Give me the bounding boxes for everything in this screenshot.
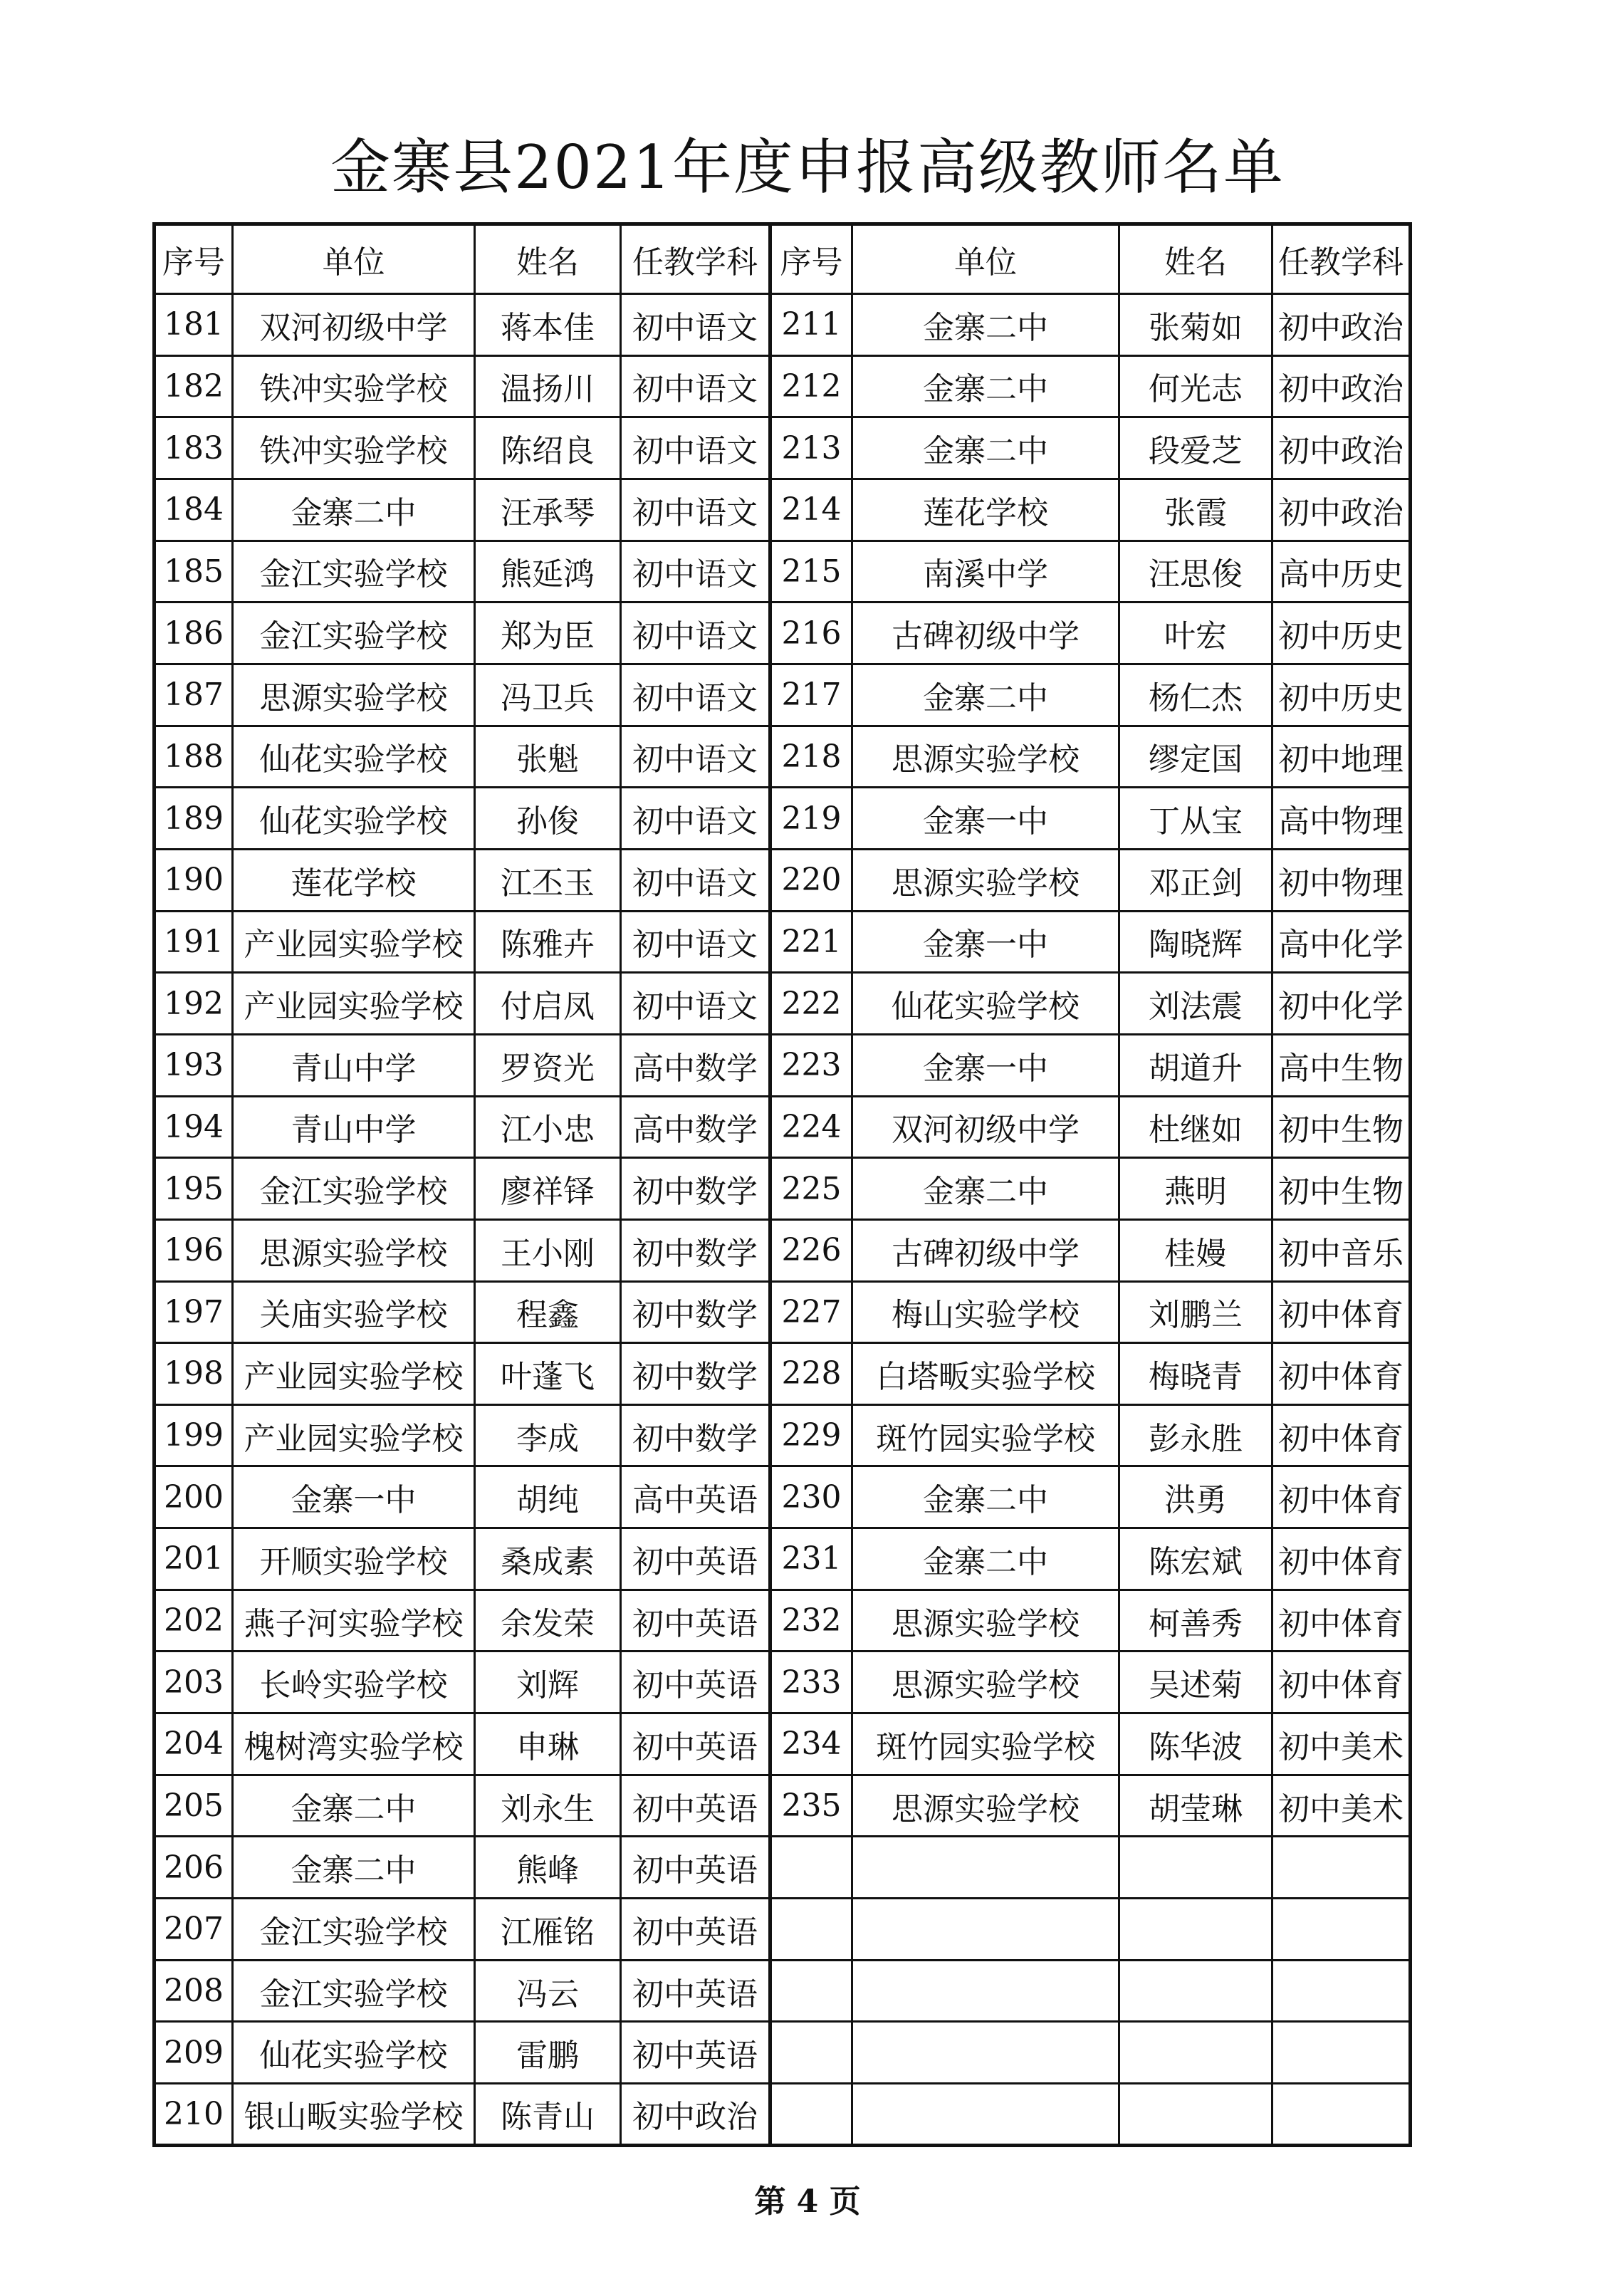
cell-name: 汪思俊: [1119, 541, 1272, 602]
cell-unit: 南溪中学: [852, 541, 1119, 602]
cell-unit: 金江实验学校: [233, 1960, 475, 2022]
cell-subject: 初中政治: [1272, 479, 1411, 541]
cell-seq: 194: [155, 1096, 233, 1158]
cell-seq: 206: [155, 1837, 233, 1899]
cell-seq: 198: [155, 1343, 233, 1405]
cell-seq: 182: [155, 355, 233, 417]
cell-subject: 初中政治: [621, 2084, 770, 2146]
cell-seq: 214: [770, 479, 852, 541]
cell-subject: 初中物理: [1272, 849, 1411, 911]
cell-name: 缪定国: [1119, 726, 1272, 788]
cell-seq: 201: [155, 1528, 233, 1590]
cell-seq: 189: [155, 788, 233, 850]
cell-name: 熊延鸿: [475, 541, 621, 602]
cell-name: 陈华波: [1119, 1713, 1272, 1775]
cell-name: 刘辉: [475, 1651, 621, 1713]
cell-unit: 思源实验学校: [852, 1651, 1119, 1713]
cell-subject: 初中数学: [621, 1219, 770, 1281]
cell-subject: 初中数学: [621, 1343, 770, 1405]
cell-unit: 银山畈实验学校: [233, 2084, 475, 2146]
cell-name: 张霞: [1119, 479, 1272, 541]
table-row: [155, 1713, 1411, 1775]
header-subject: 任教学科: [1272, 224, 1411, 294]
header-subject: 任教学科: [621, 224, 770, 294]
cell-seq: 204: [155, 1713, 233, 1775]
cell-name: 江雁铭: [475, 1899, 621, 1961]
table-row: [155, 1404, 1411, 1466]
cell-subject: 初中语文: [621, 788, 770, 850]
cell-subject: 初中英语: [621, 1590, 770, 1651]
cell-seq: 229: [770, 1404, 852, 1466]
page-title: 金寨县2021年度申报高级教师名单: [330, 132, 1285, 202]
table-row: [155, 849, 1411, 911]
table-row: [155, 541, 1411, 602]
cell-subject: [1272, 1837, 1411, 1899]
table-row: [155, 1158, 1411, 1220]
cell-subject: 初中地理: [1272, 726, 1411, 788]
cell-name: 叶蓬飞: [475, 1343, 621, 1405]
cell-unit: 古碑初级中学: [852, 1219, 1119, 1281]
cell-unit: 槐树湾实验学校: [233, 1713, 475, 1775]
teacher-roster-table: [152, 222, 1412, 2147]
cell-name: 丁从宝: [1119, 788, 1272, 850]
table-row: [155, 294, 1411, 356]
cell-name: 叶宏: [1119, 602, 1272, 664]
cell-unit: 金寨二中: [852, 355, 1119, 417]
cell-name: 胡道升: [1119, 1034, 1272, 1096]
table-row: [155, 1775, 1411, 1837]
cell-unit: 金寨二中: [233, 479, 475, 541]
cell-seq: 226: [770, 1219, 852, 1281]
cell-subject: 初中语文: [621, 911, 770, 973]
cell-subject: 初中音乐: [1272, 1219, 1411, 1281]
cell-unit: 梅山实验学校: [852, 1281, 1119, 1343]
cell-name: [1119, 1899, 1272, 1961]
cell-seq: 218: [770, 726, 852, 788]
cell-unit: 燕子河实验学校: [233, 1590, 475, 1651]
header-name: 姓名: [1119, 224, 1272, 294]
cell-unit: 金寨二中: [852, 1158, 1119, 1220]
table-row: [155, 2022, 1411, 2084]
cell-subject: [1272, 1899, 1411, 1961]
cell-subject: 初中美术: [1272, 1713, 1411, 1775]
cell-name: 陈青山: [475, 2084, 621, 2146]
cell-unit: [852, 2084, 1119, 2146]
cell-unit: 仙花实验学校: [233, 726, 475, 788]
cell-subject: 初中语文: [621, 355, 770, 417]
cell-name: 冯云: [475, 1960, 621, 2022]
cell-name: 汪承琴: [475, 479, 621, 541]
cell-seq: 209: [155, 2022, 233, 2084]
table-row: [155, 1899, 1411, 1961]
cell-subject: 高中历史: [1272, 541, 1411, 602]
cell-subject: [1272, 2022, 1411, 2084]
cell-seq: 220: [770, 849, 852, 911]
cell-unit: 产业园实验学校: [233, 911, 475, 973]
cell-subject: 初中语文: [621, 294, 770, 356]
cell-subject: 初中生物: [1272, 1158, 1411, 1220]
cell-name: 桑成素: [475, 1528, 621, 1590]
cell-name: 程鑫: [475, 1281, 621, 1343]
cell-subject: 初中英语: [621, 1775, 770, 1837]
cell-unit: [852, 2022, 1119, 2084]
table-row: [155, 726, 1411, 788]
cell-name: 燕明: [1119, 1158, 1272, 1220]
table-row: [155, 355, 1411, 417]
cell-unit: 金寨二中: [852, 664, 1119, 726]
cell-name: 蒋本佳: [475, 294, 621, 356]
cell-name: 申琳: [475, 1713, 621, 1775]
cell-seq: 185: [155, 541, 233, 602]
cell-unit: 思源实验学校: [852, 1775, 1119, 1837]
cell-name: 冯卫兵: [475, 664, 621, 726]
cell-seq: 207: [155, 1899, 233, 1961]
cell-subject: 初中语文: [621, 849, 770, 911]
cell-subject: 初中英语: [621, 1713, 770, 1775]
cell-name: 张魁: [475, 726, 621, 788]
cell-unit: 关庙实验学校: [233, 1281, 475, 1343]
cell-name: 何光志: [1119, 355, 1272, 417]
cell-seq: 211: [770, 294, 852, 356]
cell-seq: 196: [155, 1219, 233, 1281]
cell-name: 江小忠: [475, 1096, 621, 1158]
cell-seq: 223: [770, 1034, 852, 1096]
cell-unit: 金江实验学校: [233, 602, 475, 664]
cell-unit: 金寨二中: [233, 1775, 475, 1837]
cell-unit: 产业园实验学校: [233, 1404, 475, 1466]
cell-unit: 莲花学校: [233, 849, 475, 911]
cell-seq: 181: [155, 294, 233, 356]
cell-unit: 思源实验学校: [852, 1590, 1119, 1651]
cell-name: 吴述菊: [1119, 1651, 1272, 1713]
cell-unit: [852, 1960, 1119, 2022]
cell-subject: 高中英语: [621, 1466, 770, 1528]
cell-name: 雷鹏: [475, 2022, 621, 2084]
cell-subject: 初中体育: [1272, 1590, 1411, 1651]
cell-seq: 195: [155, 1158, 233, 1220]
cell-seq: 205: [155, 1775, 233, 1837]
table-row: [155, 788, 1411, 850]
cell-seq: 222: [770, 973, 852, 1035]
cell-subject: [1272, 1960, 1411, 2022]
cell-unit: 思源实验学校: [852, 849, 1119, 911]
cell-subject: 初中政治: [1272, 417, 1411, 479]
cell-seq: 200: [155, 1466, 233, 1528]
header-unit: 单位: [233, 224, 475, 294]
cell-seq: 224: [770, 1096, 852, 1158]
cell-name: 段爱芝: [1119, 417, 1272, 479]
cell-seq: 235: [770, 1775, 852, 1837]
cell-unit: 古碑初级中学: [852, 602, 1119, 664]
cell-name: 郑为臣: [475, 602, 621, 664]
cell-unit: 斑竹园实验学校: [852, 1713, 1119, 1775]
cell-unit: 产业园实验学校: [233, 973, 475, 1035]
table-row: [155, 479, 1411, 541]
cell-seq: 221: [770, 911, 852, 973]
cell-subject: 初中历史: [1272, 664, 1411, 726]
header-seq: 序号: [770, 224, 852, 294]
cell-seq: 234: [770, 1713, 852, 1775]
cell-unit: 产业园实验学校: [233, 1343, 475, 1405]
cell-name: 付启凤: [475, 973, 621, 1035]
cell-name: 罗资光: [475, 1034, 621, 1096]
cell-name: 刘永生: [475, 1775, 621, 1837]
cell-seq: 203: [155, 1651, 233, 1713]
cell-seq: 212: [770, 355, 852, 417]
cell-seq: 199: [155, 1404, 233, 1466]
cell-unit: 金寨二中: [852, 1528, 1119, 1590]
cell-seq: 183: [155, 417, 233, 479]
cell-name: 孙俊: [475, 788, 621, 850]
cell-unit: 金寨一中: [852, 1034, 1119, 1096]
cell-seq: 192: [155, 973, 233, 1035]
cell-seq: 190: [155, 849, 233, 911]
cell-subject: 初中体育: [1272, 1343, 1411, 1405]
cell-name: 陈绍良: [475, 417, 621, 479]
cell-unit: 金江实验学校: [233, 541, 475, 602]
cell-unit: 思源实验学校: [852, 726, 1119, 788]
cell-subject: 初中体育: [1272, 1466, 1411, 1528]
cell-subject: 初中英语: [621, 1528, 770, 1590]
cell-seq: [770, 2084, 852, 2146]
cell-name: [1119, 2022, 1272, 2084]
table-row: [155, 1466, 1411, 1528]
cell-unit: 仙花实验学校: [852, 973, 1119, 1035]
cell-name: 刘鹏兰: [1119, 1281, 1272, 1343]
cell-subject: 初中数学: [621, 1158, 770, 1220]
cell-subject: 高中生物: [1272, 1034, 1411, 1096]
cell-unit: 思源实验学校: [233, 1219, 475, 1281]
header-name: 姓名: [475, 224, 621, 294]
cell-seq: 215: [770, 541, 852, 602]
cell-name: 陶晓辉: [1119, 911, 1272, 973]
cell-subject: 初中语文: [621, 664, 770, 726]
cell-seq: 184: [155, 479, 233, 541]
cell-name: 江丕玉: [475, 849, 621, 911]
table-row: [155, 1528, 1411, 1590]
cell-seq: [770, 2022, 852, 2084]
cell-seq: 219: [770, 788, 852, 850]
cell-seq: [770, 1960, 852, 2022]
cell-unit: [852, 1899, 1119, 1961]
cell-subject: 初中体育: [1272, 1281, 1411, 1343]
cell-subject: 初中数学: [621, 1281, 770, 1343]
cell-subject: 初中语文: [621, 479, 770, 541]
cell-name: 杜继如: [1119, 1096, 1272, 1158]
cell-unit: 金寨一中: [852, 788, 1119, 850]
cell-seq: [770, 1837, 852, 1899]
cell-subject: 初中英语: [621, 2022, 770, 2084]
cell-unit: 青山中学: [233, 1096, 475, 1158]
cell-seq: 188: [155, 726, 233, 788]
cell-subject: 初中英语: [621, 1899, 770, 1961]
cell-unit: 金寨一中: [852, 911, 1119, 973]
cell-subject: 初中语文: [621, 541, 770, 602]
cell-subject: 初中体育: [1272, 1528, 1411, 1590]
cell-unit: 双河初级中学: [852, 1096, 1119, 1158]
cell-unit: 思源实验学校: [233, 664, 475, 726]
cell-unit: 金寨二中: [233, 1837, 475, 1899]
cell-name: 王小刚: [475, 1219, 621, 1281]
cell-name: 余发荣: [475, 1590, 621, 1651]
cell-subject: 初中英语: [621, 1837, 770, 1899]
cell-name: [1119, 1960, 1272, 2022]
cell-subject: 初中生物: [1272, 1096, 1411, 1158]
cell-seq: 232: [770, 1590, 852, 1651]
table-row: [155, 911, 1411, 973]
cell-name: 杨仁杰: [1119, 664, 1272, 726]
table-row: [155, 1219, 1411, 1281]
cell-name: [1119, 1837, 1272, 1899]
table-row: [155, 602, 1411, 664]
cell-unit: 金江实验学校: [233, 1899, 475, 1961]
cell-subject: 初中语文: [621, 726, 770, 788]
cell-name: 陈雅卉: [475, 911, 621, 973]
cell-subject: 初中语文: [621, 602, 770, 664]
cell-subject: 高中化学: [1272, 911, 1411, 973]
cell-unit: 铁冲实验学校: [233, 355, 475, 417]
cell-subject: 初中政治: [1272, 294, 1411, 356]
table-row: [155, 664, 1411, 726]
cell-unit: 仙花实验学校: [233, 788, 475, 850]
cell-subject: 初中英语: [621, 1960, 770, 2022]
header-seq: 序号: [155, 224, 233, 294]
cell-seq: 228: [770, 1343, 852, 1405]
cell-name: 洪勇: [1119, 1466, 1272, 1528]
table-row: [155, 1590, 1411, 1651]
table-row: [155, 1096, 1411, 1158]
cell-seq: 186: [155, 602, 233, 664]
cell-unit: 莲花学校: [852, 479, 1119, 541]
cell-seq: [770, 1899, 852, 1961]
cell-name: 胡纯: [475, 1466, 621, 1528]
cell-seq: 217: [770, 664, 852, 726]
cell-seq: 197: [155, 1281, 233, 1343]
cell-subject: 初中体育: [1272, 1404, 1411, 1466]
cell-subject: 初中体育: [1272, 1651, 1411, 1713]
cell-seq: 233: [770, 1651, 852, 1713]
cell-subject: 初中美术: [1272, 1775, 1411, 1837]
cell-name: 胡莹琳: [1119, 1775, 1272, 1837]
cell-subject: 高中物理: [1272, 788, 1411, 850]
table-row: [155, 1343, 1411, 1405]
cell-subject: 初中语文: [621, 973, 770, 1035]
cell-name: 邓正剑: [1119, 849, 1272, 911]
cell-name: 陈宏斌: [1119, 1528, 1272, 1590]
cell-seq: 216: [770, 602, 852, 664]
cell-seq: 208: [155, 1960, 233, 2022]
cell-subject: 高中数学: [621, 1096, 770, 1158]
cell-unit: 开顺实验学校: [233, 1528, 475, 1590]
cell-subject: 初中语文: [621, 417, 770, 479]
cell-name: [1119, 2084, 1272, 2146]
cell-unit: 金寨二中: [852, 294, 1119, 356]
table-row: [155, 1960, 1411, 2022]
cell-seq: 187: [155, 664, 233, 726]
cell-name: 张菊如: [1119, 294, 1272, 356]
cell-unit: [852, 1837, 1119, 1899]
cell-subject: 高中数学: [621, 1034, 770, 1096]
table-row: [155, 1034, 1411, 1096]
table-row: [155, 973, 1411, 1035]
cell-seq: 202: [155, 1590, 233, 1651]
cell-seq: 191: [155, 911, 233, 973]
cell-name: 李成: [475, 1404, 621, 1466]
cell-subject: 初中化学: [1272, 973, 1411, 1035]
cell-name: 梅晓青: [1119, 1343, 1272, 1405]
table-row: [155, 1837, 1411, 1899]
cell-name: 熊峰: [475, 1837, 621, 1899]
cell-name: 柯善秀: [1119, 1590, 1272, 1651]
cell-unit: 金寨二中: [852, 417, 1119, 479]
cell-name: 桂嫚: [1119, 1219, 1272, 1281]
cell-name: 温扬川: [475, 355, 621, 417]
cell-unit: 金寨一中: [233, 1466, 475, 1528]
cell-name: 彭永胜: [1119, 1404, 1272, 1466]
cell-seq: 225: [770, 1158, 852, 1220]
table-row: [155, 1651, 1411, 1713]
cell-name: 廖祥铎: [475, 1158, 621, 1220]
cell-unit: 金江实验学校: [233, 1158, 475, 1220]
cell-seq: 210: [155, 2084, 233, 2146]
cell-seq: 230: [770, 1466, 852, 1528]
header-unit: 单位: [852, 224, 1119, 294]
cell-unit: 双河初级中学: [233, 294, 475, 356]
page-number: 第 4 页: [754, 2183, 861, 2220]
header-row: [155, 224, 1411, 294]
cell-subject: [1272, 2084, 1411, 2146]
cell-subject: 初中政治: [1272, 355, 1411, 417]
cell-seq: 193: [155, 1034, 233, 1096]
cell-unit: 长岭实验学校: [233, 1651, 475, 1713]
table-row: [155, 417, 1411, 479]
cell-subject: 初中数学: [621, 1404, 770, 1466]
table-row: [155, 2084, 1411, 2146]
cell-seq: 213: [770, 417, 852, 479]
cell-unit: 白塔畈实验学校: [852, 1343, 1119, 1405]
cell-seq: 231: [770, 1528, 852, 1590]
cell-name: 刘法震: [1119, 973, 1272, 1035]
cell-unit: 仙花实验学校: [233, 2022, 475, 2084]
cell-unit: 铁冲实验学校: [233, 417, 475, 479]
cell-unit: 斑竹园实验学校: [852, 1404, 1119, 1466]
cell-unit: 金寨二中: [852, 1466, 1119, 1528]
cell-subject: 初中英语: [621, 1651, 770, 1713]
cell-seq: 227: [770, 1281, 852, 1343]
cell-subject: 初中历史: [1272, 602, 1411, 664]
table-row: [155, 1281, 1411, 1343]
cell-unit: 青山中学: [233, 1034, 475, 1096]
